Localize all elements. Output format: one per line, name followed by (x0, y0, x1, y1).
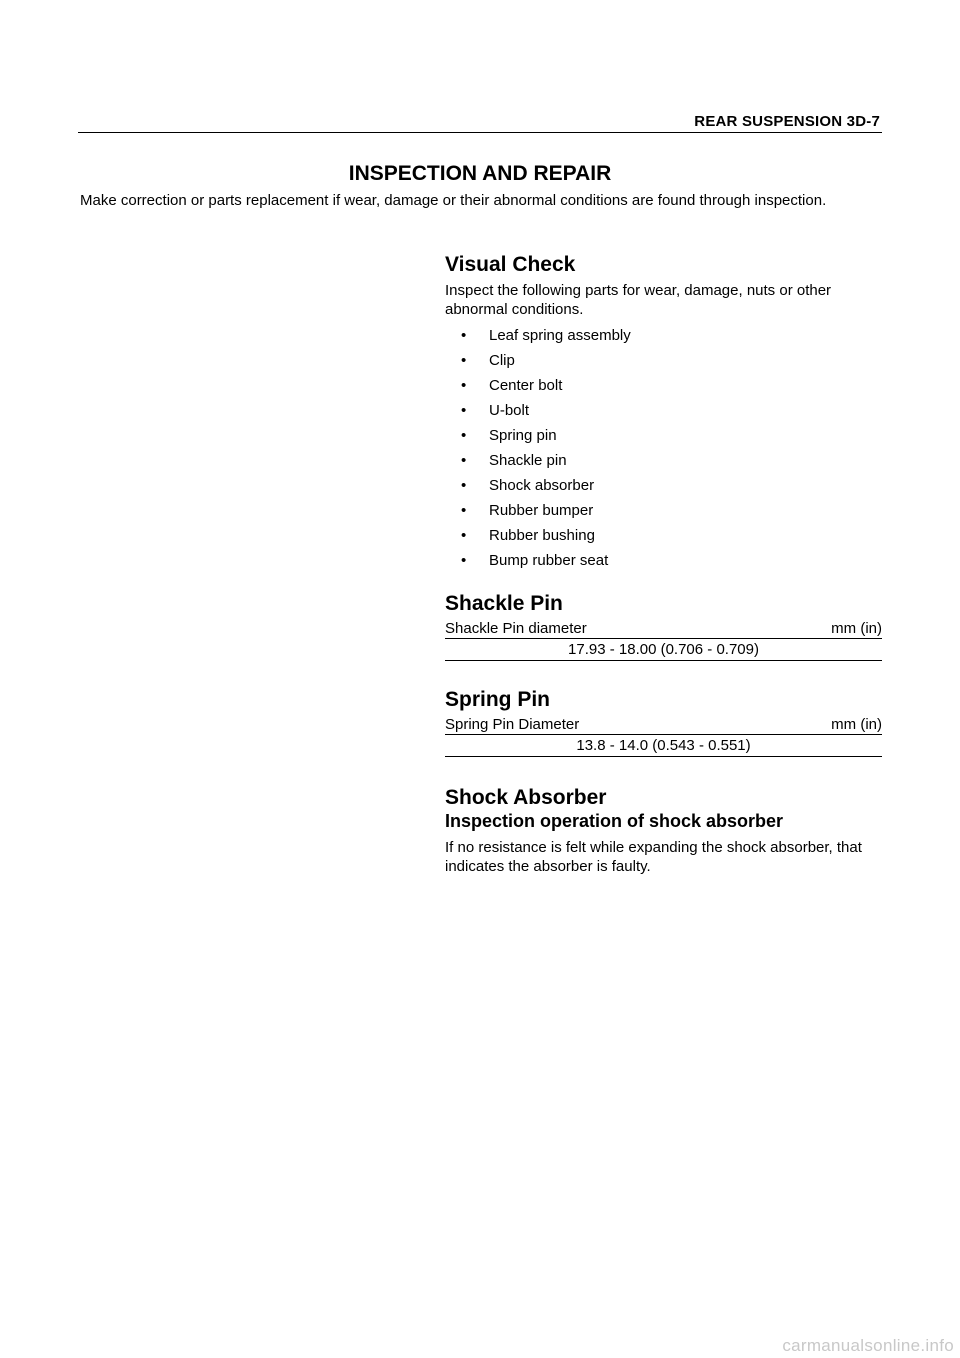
list-item: • Shackle pin (461, 452, 567, 469)
spec-unit: mm (in) (831, 620, 882, 637)
shackle-pin-section (445, 592, 882, 661)
bullet-icon: • (461, 502, 467, 519)
list-item: • Bump rubber seat (461, 552, 609, 569)
visual-check-section (445, 253, 882, 576)
bullet-icon: • (461, 352, 467, 369)
list-item: • Leaf spring assembly (461, 327, 631, 344)
spec-unit: mm (in) (831, 716, 882, 733)
shock-absorber-heading: Shock Absorber (445, 786, 607, 809)
bullet-icon: • (461, 402, 467, 419)
list-item: • Shock absorber (461, 477, 595, 494)
list-item: • Spring pin (461, 427, 557, 444)
header-rule (78, 132, 882, 133)
running-header: REAR SUSPENSION 3D-7 (694, 113, 880, 130)
list-item: • Rubber bumper (461, 502, 594, 519)
shock-absorber-text: If no resistance is felt while expanding the shock absorber, that indicates the absorber is faulty. (445, 839, 862, 875)
watermark: carmanualsonline.info (782, 1336, 954, 1355)
list-item: • U-bolt (461, 402, 530, 419)
bullet-icon: • (461, 427, 467, 444)
shock-absorber-subheading: Inspection operation of shock absorber (445, 811, 784, 831)
list-item: • Rubber bushing (461, 527, 595, 544)
shock-absorber-section (445, 786, 882, 876)
list-item: • Center bolt (461, 377, 563, 394)
spring-pin-section (445, 688, 882, 757)
visual-check-list (445, 326, 882, 576)
spec-header-row (445, 716, 882, 735)
spec-header-row (445, 620, 882, 639)
spec-label: Spring Pin Diameter (445, 716, 580, 733)
bullet-icon: • (461, 327, 467, 344)
bullet-icon: • (461, 452, 467, 469)
spring-pin-heading: Spring Pin (445, 688, 550, 711)
shackle-pin-heading: Shackle Pin (445, 592, 563, 615)
bullet-icon: • (461, 527, 467, 544)
bullet-icon: • (461, 552, 467, 569)
list-item: • Clip (461, 352, 515, 369)
intro-paragraph: Make correction or parts replacement if wear, damage or their abnormal conditions are found through inspection. (80, 192, 827, 209)
bullet-icon: • (461, 477, 467, 494)
page-title: INSPECTION AND REPAIR (348, 162, 612, 185)
visual-check-heading: Visual Check (445, 253, 576, 276)
spec-value: 13.8 - 14.0 (0.543 - 0.551) (445, 735, 882, 757)
bullet-icon: • (461, 377, 467, 394)
spec-value: 17.93 - 18.00 (0.706 - 0.709) (445, 639, 882, 661)
visual-check-text: Inspect the following parts for wear, damage, nuts or other abnormal conditions. (445, 282, 832, 318)
spec-label: Shackle Pin diameter (445, 620, 587, 637)
